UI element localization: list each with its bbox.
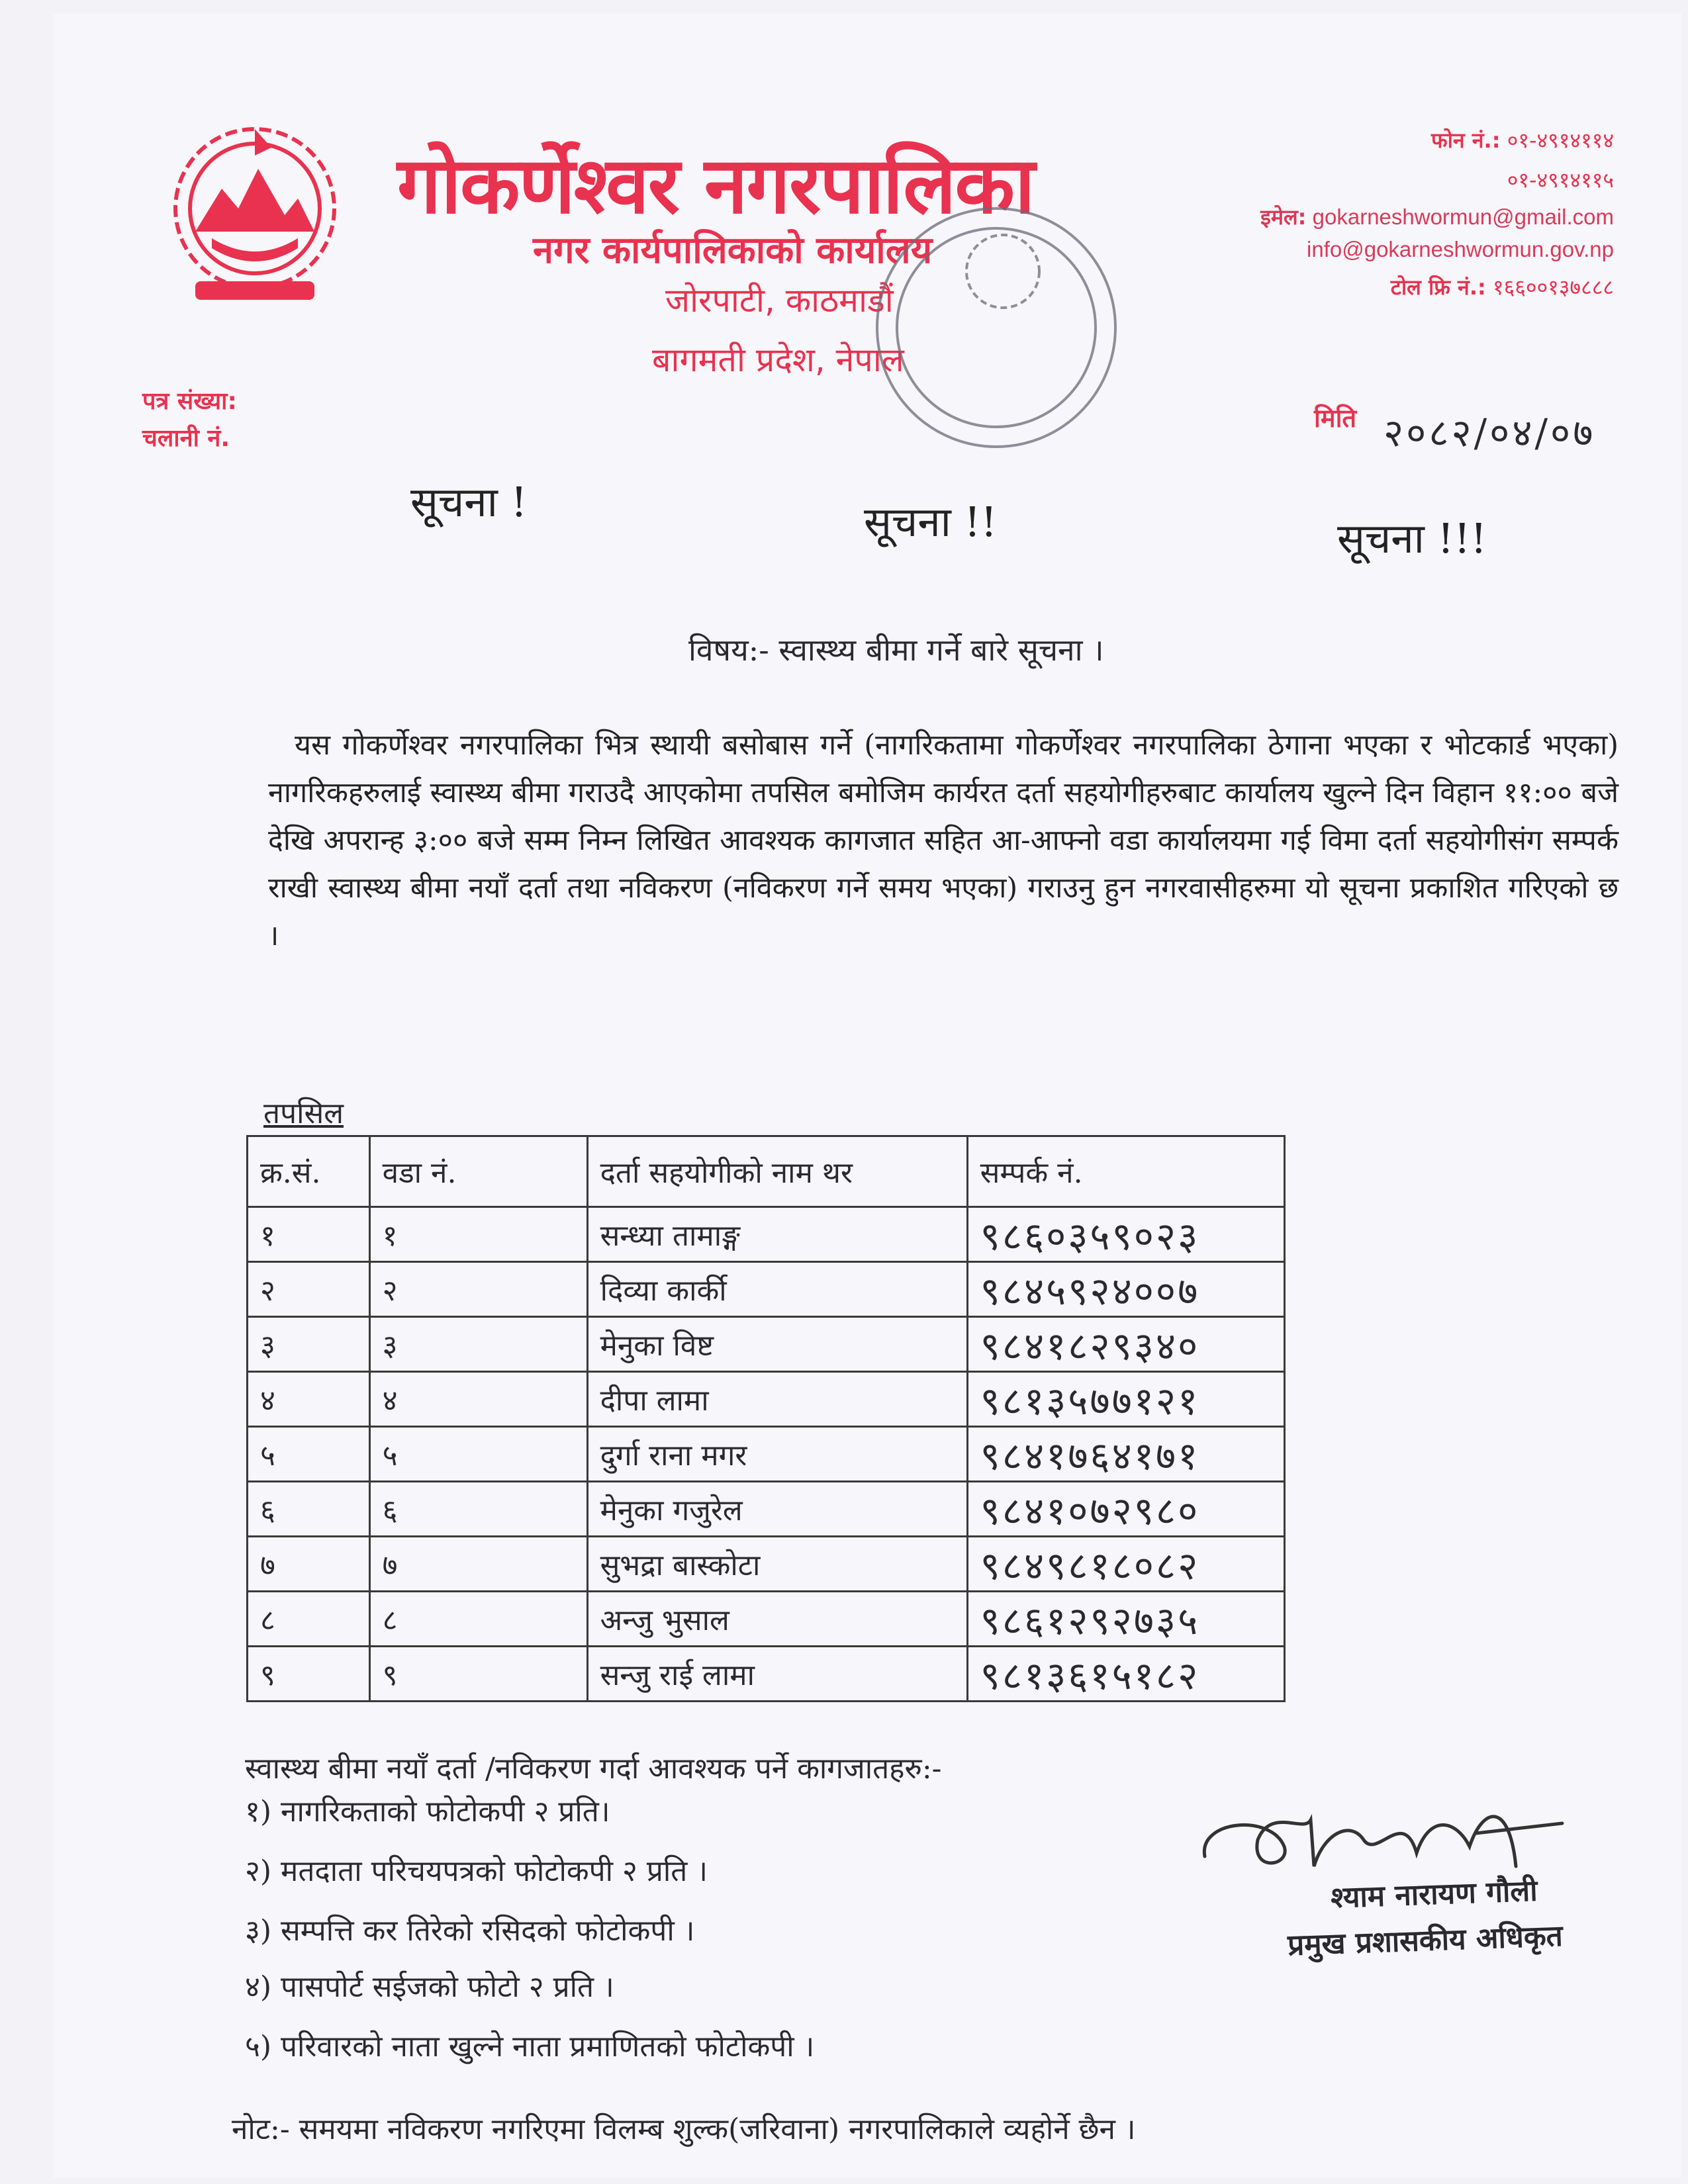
address-line1: जोरपाटी, काठमाडौं [665,281,894,320]
cell-serial: ५ [248,1427,370,1482]
document-item: १) नागरिकताको फोटोकपी २ प्रति। [245,1795,610,1829]
cell-name: दीपा लामा [587,1372,967,1427]
cell-serial: ८ [248,1592,370,1647]
table-row [248,1317,1285,1372]
org-name: गोकर्णेश्वर नगरपालिका [397,140,1034,231]
document-item: २) मतदाता परिचयपत्रको फोटोकपी २ प्रति । [245,1854,708,1888]
cell-ward: १ [369,1207,587,1262]
table-row [248,1427,1285,1482]
government-emblem-icon [149,116,361,314]
office-name: नगर कार्यपालिकाको कार्यालय [533,229,933,272]
table-row [248,1262,1285,1317]
cell-name: दुर्गा राना मगर [587,1427,967,1482]
notice-heading-3: सूचना !!! [1337,514,1487,563]
cell-ward: ४ [369,1372,587,1427]
cell-serial: १ [248,1207,370,1262]
phone1-value: ०१-४९१४११४ [1507,128,1614,153]
cell-contact: ९८६०३५९०२३ [967,1207,1284,1262]
cell-ward: ५ [369,1427,587,1482]
cell-name: दिव्या कार्की [587,1262,967,1317]
cell-contact: ९८४९८१८०८२ [967,1537,1284,1592]
subject-line: विषय:- स्वास्थ्य बीमा गर्ने बारे सूचना । [688,632,1104,668]
cell-contact: ९८४१८२९३४० [967,1317,1284,1372]
document-item: ४) पासपोर्ट सईजको फोटो २ प्रति । [245,1970,614,2004]
header-name: दर्ता सहयोगीको नाम थर [587,1136,967,1207]
table-header-row [248,1136,1285,1207]
cell-name: सन्जु राई लामा [587,1647,967,1702]
table-row [248,1537,1285,1592]
signatory-title: प्रमुख प्रशासकीय अधिकृत [1287,1919,1564,1963]
document-item: ५) परिवारको नाता खुल्ने नाता प्रमाणितको फोटोकपी । [245,2030,815,2064]
tollfree-label: टोल फ्रि नं.: [1390,275,1486,300]
cell-ward: ९ [369,1647,587,1702]
note-line: नोट:- समयमा नविकरण नगरिएमा विलम्ब शुल्क(जरिवाना) नगरपालिकाले व्यहोर्ने छैन । [232,2113,1136,2146]
phone2-value: ०१-४९१४११५ [1507,167,1614,193]
cell-name: अन्जु भुसाल [587,1592,967,1647]
documents-title: स्वास्थ्य बीमा नयाँ दर्ता /नविकरण गर्दा आवश्यक पर्ने कागजातहरु:- [245,1752,942,1786]
table-row [248,1482,1285,1537]
dispatch-no-label: चलानी नं. [142,425,230,452]
cell-name: सुभद्रा बास्कोटा [587,1537,967,1592]
phone-label: फोन नं.: [1430,128,1501,153]
cell-name: मेनुका गजुरेल [587,1482,967,1537]
notice-heading-2: सूचना !! [864,498,998,546]
address-line2: बागमती प्रदेश, नेपाल [652,341,904,379]
email2-value[interactable]: info@gokarneshwormun.gov.np [1307,237,1614,261]
cell-serial: ४ [248,1372,370,1427]
cell-serial: २ [248,1262,370,1317]
cell-name: सन्ध्या तामाङ्ग [587,1207,967,1262]
cell-contact: ९८१३५७७१२१ [967,1372,1284,1427]
helpers-table [246,1135,1286,1702]
header-serial: क्र.सं. [248,1136,370,1207]
phone1 [1431,126,1614,154]
notice-heading-1: सूचना ! [410,478,528,526]
cell-ward: ८ [369,1592,587,1647]
office-stamp-icon [867,199,1125,457]
tollfree-value: १६६००१३७८८८ [1492,275,1614,300]
email1 [1260,203,1614,231]
cell-ward: ३ [369,1317,587,1372]
email1-value[interactable]: gokarneshwormun@gmail.com [1312,205,1614,229]
email-label: इमेल: [1260,205,1307,230]
cell-serial: ९ [248,1647,370,1702]
table-row [248,1372,1285,1427]
letter-no-label: पत्र संख्या: [142,388,237,415]
cell-contact: ९८४१०७२९८० [967,1482,1284,1537]
table-row [248,1207,1285,1262]
cell-serial: ७ [248,1537,370,1592]
signatory-name: श्याम नारायण गौली [1330,1874,1538,1915]
cell-name: मेनुका विष्ट [587,1317,967,1372]
date-label: मिति [1314,404,1357,433]
cell-serial: ६ [248,1482,370,1537]
cell-ward: ६ [369,1482,587,1537]
cell-ward: २ [369,1262,587,1317]
date-value: २०८२/०४/०७ [1383,410,1596,455]
body-paragraph: यस गोकर्णेश्वर नगरपालिका भित्र स्थायी बसोबास गर्ने (नागरिकतामा गोकर्णेश्वर नगरपालिका ठेगाना भएका र भोटकार्ड भएका) नागरिकहरुलाई स्वास्थ्य बीमा गराउदै आएकोमा तपसिल बमोजिम कार्यरत दर्ता सहयोगीहरुबाट कार्यालय खुल्ने दिन विहान ११:०० बजे देखि अपरान्ह ३:०० बजे सम्म निम्न लिखित आवश्यक कागजात सहित आ-आफ्नो वडा कार्यालयमा गई विमा दर्ता सहयोगीसंग सम्पर्क राखी स्वास्थ्य बीमा नयाँ दर्ता तथा नविकरण (नविकरण गर्ने समय भएका) गराउनु हुन नगरवासीहरुमा यो सूचना प्रकाशित गरिएको छ । [268,729,1618,952]
cell-contact: ९८१३६१५१८२ [967,1647,1284,1702]
cell-ward: ७ [369,1537,587,1592]
tollfree [1391,273,1614,301]
table-row [248,1592,1285,1647]
cell-contact: ९८६१२९२७३५ [967,1592,1284,1647]
document-item: ३) सम्पत्ति कर तिरेको रसिदको फोटोकपी । [245,1914,695,1948]
cell-contact: ९८४१७६४१७१ [967,1427,1284,1482]
header-contact: सम्पर्क नं. [967,1136,1284,1207]
table-caption: तपसिल [263,1097,344,1130]
table-row [248,1647,1285,1702]
header-ward: वडा नं. [369,1136,587,1207]
cell-contact: ९८४५९२४००७ [967,1262,1284,1317]
cell-serial: ३ [248,1317,370,1372]
